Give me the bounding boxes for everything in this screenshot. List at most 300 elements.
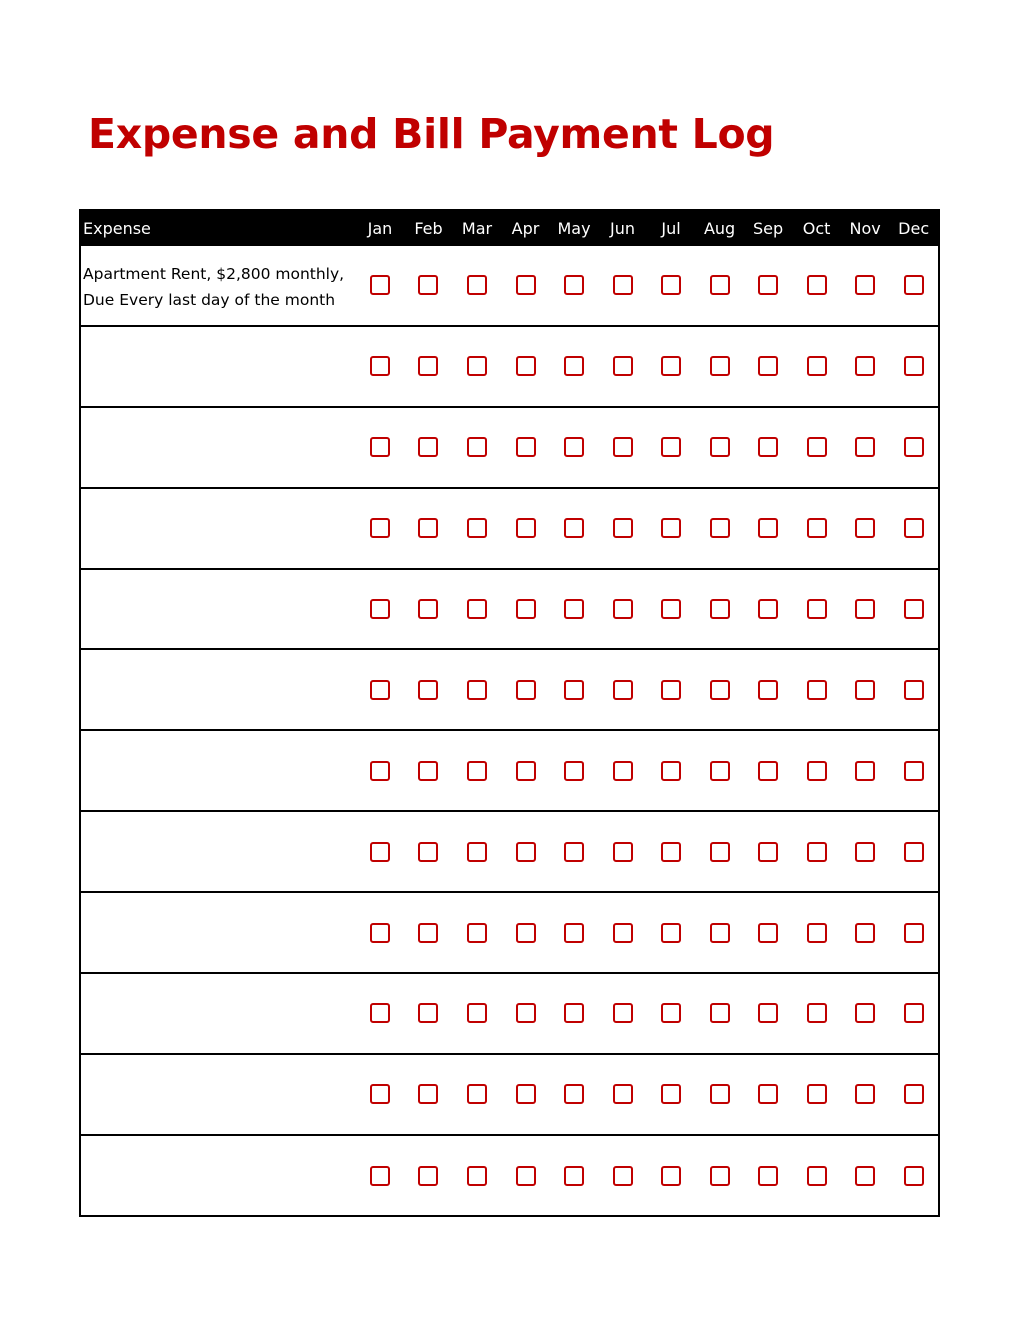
check-cell-may [550,761,599,781]
check-cell-oct [792,599,841,619]
check-cell-mar [453,275,502,295]
check-cell-apr [501,1003,550,1023]
check-cell-dec [889,1084,938,1104]
check-cell-oct [792,842,841,862]
check-cell-aug [695,680,744,700]
paid-checkbox-nov[interactable] [855,680,875,700]
paid-checkbox-jan[interactable] [370,275,390,295]
paid-checkbox-may[interactable] [564,356,584,376]
check-cell-oct [792,437,841,457]
month-header-nov: Nov [849,219,881,238]
paid-checkbox-may[interactable] [564,1166,584,1186]
check-cell-mar [453,437,502,457]
paid-checkbox-jan[interactable] [370,1084,390,1104]
expense-text-line: Due Every last day of the month [83,291,336,309]
check-cell-sep [744,1084,793,1104]
check-cell-nov [841,842,890,862]
check-cell-jun [598,1084,647,1104]
check-cell-oct [792,761,841,781]
paid-checkbox-aug[interactable] [710,761,730,781]
check-cell-feb [404,275,453,295]
check-cell-may [550,1084,599,1104]
check-cell-nov [841,356,890,376]
paid-checkbox-dec[interactable] [904,275,924,295]
paid-checkbox-oct[interactable] [807,356,827,376]
paid-checkbox-mar[interactable] [467,356,487,376]
check-cell-may [550,437,599,457]
check-cell-jun [598,1003,647,1023]
month-header-feb: Feb [414,219,443,238]
expense-cell[interactable] [81,570,356,585]
paid-checkbox-jul[interactable] [661,518,681,538]
check-cell-nov [841,518,890,538]
check-cell-nov [841,599,890,619]
check-cell-mar [453,1084,502,1104]
paid-checkbox-nov[interactable] [855,1003,875,1023]
check-cell-jan [356,761,405,781]
check-cell-apr [501,599,550,619]
check-cell-may [550,680,599,700]
check-cell-dec [889,761,938,781]
check-cell-jul [647,761,696,781]
table-body [81,246,938,1217]
paid-checkbox-may[interactable] [564,518,584,538]
paid-checkbox-sep[interactable] [758,923,778,943]
paid-checkbox-jun[interactable] [613,437,633,457]
paid-checkbox-mar[interactable] [467,437,487,457]
paid-checkbox-mar[interactable] [467,1003,487,1023]
check-cell-mar [453,1166,502,1186]
check-cell-apr [501,356,550,376]
check-cell-jul [647,1003,696,1023]
paid-checkbox-may[interactable] [564,842,584,862]
month-header-mar: Mar [461,219,493,238]
expense-column-header: Expense [83,219,151,238]
paid-checkbox-jan[interactable] [370,437,390,457]
paid-checkbox-nov[interactable] [855,761,875,781]
paid-checkbox-aug[interactable] [710,599,730,619]
table-row [81,974,938,1055]
paid-checkbox-jan[interactable] [370,761,390,781]
check-cell-oct [792,1084,841,1104]
paid-checkbox-jun[interactable] [613,1166,633,1186]
check-cell-feb [404,437,453,457]
check-cell-dec [889,842,938,862]
check-cell-apr [501,680,550,700]
paid-checkbox-mar[interactable] [467,518,487,538]
paid-checkbox-sep[interactable] [758,518,778,538]
paid-checkbox-jan[interactable] [370,1166,390,1186]
expense-cell[interactable] [81,731,356,746]
paid-checkbox-aug[interactable] [710,437,730,457]
check-cell-nov [841,1084,890,1104]
paid-checkbox-sep[interactable] [758,842,778,862]
paid-checkbox-oct[interactable] [807,923,827,943]
check-cell-sep [744,1166,793,1186]
check-cell-jul [647,518,696,538]
check-cell-sep [744,761,793,781]
paid-checkbox-feb[interactable] [418,437,438,457]
check-cell-may [550,599,599,619]
table-row [81,812,938,893]
check-cell-oct [792,680,841,700]
check-cell-mar [453,599,502,619]
paid-checkbox-feb[interactable] [418,599,438,619]
table-row [81,327,938,408]
paid-checkbox-apr[interactable] [516,923,536,943]
paid-checkbox-jan[interactable] [370,923,390,943]
check-cell-may [550,1166,599,1186]
check-cell-sep [744,599,793,619]
paid-checkbox-dec[interactable] [904,518,924,538]
paid-checkbox-apr[interactable] [516,1166,536,1186]
check-cell-jan [356,680,405,700]
check-cell-mar [453,923,502,943]
check-cell-apr [501,437,550,457]
paid-checkbox-apr[interactable] [516,437,536,457]
paid-checkbox-nov[interactable] [855,842,875,862]
check-cell-apr [501,275,550,295]
check-cell-jul [647,1084,696,1104]
paid-checkbox-may[interactable] [564,599,584,619]
paid-checkbox-aug[interactable] [710,1084,730,1104]
table-row [81,731,938,812]
check-cell-dec [889,1166,938,1186]
paid-checkbox-apr[interactable] [516,599,536,619]
paid-checkbox-jul[interactable] [661,1003,681,1023]
paid-checkbox-mar[interactable] [467,1166,487,1186]
paid-checkbox-aug[interactable] [710,923,730,943]
check-cell-aug [695,1084,744,1104]
check-cell-dec [889,356,938,376]
paid-checkbox-jun[interactable] [613,599,633,619]
check-cell-oct [792,275,841,295]
paid-checkbox-jul[interactable] [661,1084,681,1104]
paid-checkbox-jun[interactable] [613,1084,633,1104]
paid-checkbox-jun[interactable] [613,1003,633,1023]
check-cell-feb [404,599,453,619]
paid-checkbox-jun[interactable] [613,518,633,538]
paid-checkbox-aug[interactable] [710,1166,730,1186]
paid-checkbox-jul[interactable] [661,761,681,781]
paid-checkbox-mar[interactable] [467,599,487,619]
check-cell-feb [404,518,453,538]
paid-checkbox-oct[interactable] [807,761,827,781]
check-cell-jun [598,518,647,538]
check-cell-aug [695,356,744,376]
expense-cell[interactable] [81,489,356,504]
paid-checkbox-sep[interactable] [758,1166,778,1186]
check-cell-jun [598,1166,647,1186]
paid-checkbox-jan[interactable] [370,599,390,619]
paid-checkbox-dec[interactable] [904,1166,924,1186]
expense-cell[interactable] [81,650,356,665]
paid-checkbox-apr[interactable] [516,356,536,376]
check-cell-jul [647,680,696,700]
check-cell-may [550,1003,599,1023]
check-cell-may [550,518,599,538]
check-cell-apr [501,1166,550,1186]
paid-checkbox-jul[interactable] [661,923,681,943]
check-cell-oct [792,923,841,943]
check-cell-jul [647,1166,696,1186]
check-cell-aug [695,518,744,538]
paid-checkbox-oct[interactable] [807,842,827,862]
check-cell-aug [695,761,744,781]
paid-checkbox-nov[interactable] [855,356,875,376]
month-header-may: May [557,219,591,238]
check-cell-jul [647,356,696,376]
paid-checkbox-aug[interactable] [710,275,730,295]
paid-checkbox-nov[interactable] [855,518,875,538]
paid-checkbox-feb[interactable] [418,842,438,862]
check-cell-apr [501,518,550,538]
paid-checkbox-jun[interactable] [613,680,633,700]
paid-checkbox-sep[interactable] [758,761,778,781]
check-cell-jun [598,599,647,619]
check-cell-jan [356,1166,405,1186]
paid-checkbox-oct[interactable] [807,1084,827,1104]
check-cell-nov [841,1003,890,1023]
table-row [81,408,938,489]
paid-checkbox-mar[interactable] [467,275,487,295]
paid-checkbox-feb[interactable] [418,1003,438,1023]
paid-checkbox-may[interactable] [564,680,584,700]
expense-cell[interactable] [81,246,356,313]
paid-checkbox-jul[interactable] [661,356,681,376]
expense-cell[interactable] [81,812,356,827]
table-row [81,650,938,731]
expense-cell[interactable] [81,408,356,423]
paid-checkbox-aug[interactable] [710,842,730,862]
month-header-apr: Apr [511,219,540,238]
check-cell-may [550,842,599,862]
paid-checkbox-nov[interactable] [855,923,875,943]
check-cell-mar [453,1003,502,1023]
paid-checkbox-mar[interactable] [467,842,487,862]
paid-checkbox-mar[interactable] [467,680,487,700]
month-header-sep: Sep [753,219,784,238]
check-cell-nov [841,761,890,781]
paid-checkbox-feb[interactable] [418,1166,438,1186]
paid-checkbox-aug[interactable] [710,518,730,538]
paid-checkbox-jan[interactable] [370,518,390,538]
check-cell-dec [889,437,938,457]
paid-checkbox-feb[interactable] [418,923,438,943]
paid-checkbox-oct[interactable] [807,518,827,538]
check-cell-jan [356,842,405,862]
paid-checkbox-dec[interactable] [904,599,924,619]
paid-checkbox-dec[interactable] [904,1084,924,1104]
paid-checkbox-jul[interactable] [661,599,681,619]
expense-cell[interactable] [81,974,356,989]
paid-checkbox-aug[interactable] [710,1003,730,1023]
paid-checkbox-jun[interactable] [613,356,633,376]
paid-checkbox-dec[interactable] [904,923,924,943]
check-cell-jul [647,599,696,619]
month-header-jun: Jun [610,219,636,238]
check-cell-mar [453,842,502,862]
paid-checkbox-jul[interactable] [661,842,681,862]
check-cell-nov [841,1166,890,1186]
check-cell-sep [744,356,793,376]
page-title: Expense and Bill Payment Log [88,110,775,158]
check-cell-jan [356,1084,405,1104]
paid-checkbox-jun[interactable] [613,275,633,295]
check-cell-aug [695,1003,744,1023]
paid-checkbox-apr[interactable] [516,1003,536,1023]
check-cell-sep [744,518,793,538]
paid-checkbox-jul[interactable] [661,1166,681,1186]
table-header-row [79,209,940,246]
check-cell-jan [356,1003,405,1023]
paid-checkbox-jul[interactable] [661,275,681,295]
paid-checkbox-dec[interactable] [904,842,924,862]
paid-checkbox-sep[interactable] [758,437,778,457]
check-cell-jun [598,761,647,781]
check-cell-may [550,275,599,295]
paid-checkbox-apr[interactable] [516,275,536,295]
check-cell-feb [404,1084,453,1104]
expense-cell[interactable] [81,1136,356,1151]
check-cell-aug [695,1166,744,1186]
paid-checkbox-jan[interactable] [370,1003,390,1023]
check-cell-jun [598,842,647,862]
paid-checkbox-nov[interactable] [855,437,875,457]
paid-checkbox-mar[interactable] [467,1084,487,1104]
paid-checkbox-apr[interactable] [516,761,536,781]
paid-checkbox-dec[interactable] [904,761,924,781]
paid-checkbox-jan[interactable] [370,680,390,700]
paid-checkbox-oct[interactable] [807,275,827,295]
check-cell-jul [647,923,696,943]
paid-checkbox-oct[interactable] [807,1003,827,1023]
paid-checkbox-dec[interactable] [904,356,924,376]
check-cell-feb [404,842,453,862]
check-cell-jan [356,356,405,376]
paid-checkbox-apr[interactable] [516,518,536,538]
check-cell-apr [501,1084,550,1104]
paid-checkbox-aug[interactable] [710,680,730,700]
check-cell-aug [695,437,744,457]
paid-checkbox-may[interactable] [564,437,584,457]
check-cell-mar [453,518,502,538]
check-cell-jul [647,275,696,295]
paid-checkbox-may[interactable] [564,275,584,295]
table-row [81,1136,938,1217]
table-row [81,893,938,974]
paid-checkbox-nov[interactable] [855,1166,875,1186]
paid-checkbox-sep[interactable] [758,275,778,295]
paid-checkbox-jan[interactable] [370,356,390,376]
check-cell-sep [744,842,793,862]
paid-checkbox-feb[interactable] [418,680,438,700]
paid-checkbox-may[interactable] [564,1003,584,1023]
paid-checkbox-mar[interactable] [467,923,487,943]
paid-checkbox-sep[interactable] [758,1084,778,1104]
paid-checkbox-mar[interactable] [467,761,487,781]
paid-checkbox-aug[interactable] [710,356,730,376]
check-cell-feb [404,761,453,781]
month-header-dec: Dec [898,219,930,238]
paid-checkbox-may[interactable] [564,761,584,781]
check-cell-jun [598,680,647,700]
paid-checkbox-oct[interactable] [807,599,827,619]
paid-checkbox-apr[interactable] [516,680,536,700]
paid-checkbox-may[interactable] [564,923,584,943]
month-header-oct: Oct [802,219,831,238]
check-cell-may [550,356,599,376]
check-cell-nov [841,923,890,943]
paid-checkbox-nov[interactable] [855,1084,875,1104]
paid-checkbox-nov[interactable] [855,275,875,295]
check-cell-nov [841,275,890,295]
paid-checkbox-jan[interactable] [370,842,390,862]
check-cell-mar [453,356,502,376]
check-cell-jun [598,275,647,295]
check-cell-feb [404,356,453,376]
paid-checkbox-dec[interactable] [904,437,924,457]
check-cell-apr [501,923,550,943]
paid-checkbox-oct[interactable] [807,680,827,700]
paid-checkbox-feb[interactable] [418,518,438,538]
check-cell-feb [404,1003,453,1023]
paid-checkbox-dec[interactable] [904,680,924,700]
paid-checkbox-feb[interactable] [418,356,438,376]
check-cell-jun [598,923,647,943]
expense-cell[interactable] [81,327,356,342]
paid-checkbox-jun[interactable] [613,923,633,943]
expense-text-line: Apartment Rent, $2,800 monthly, [83,265,345,283]
paid-checkbox-feb[interactable] [418,1084,438,1104]
check-cell-jul [647,842,696,862]
paid-checkbox-sep[interactable] [758,599,778,619]
paid-checkbox-jul[interactable] [661,680,681,700]
paid-checkbox-oct[interactable] [807,1166,827,1186]
expense-cell[interactable] [81,893,356,908]
check-cell-may [550,923,599,943]
paid-checkbox-nov[interactable] [855,599,875,619]
check-cell-jan [356,437,405,457]
paid-checkbox-sep[interactable] [758,356,778,376]
check-cell-jan [356,518,405,538]
check-cell-dec [889,923,938,943]
paid-checkbox-apr[interactable] [516,1084,536,1104]
expense-cell[interactable] [81,1055,356,1070]
check-cell-jun [598,437,647,457]
check-cell-jan [356,923,405,943]
paid-checkbox-feb[interactable] [418,275,438,295]
check-cell-feb [404,680,453,700]
paid-checkbox-jun[interactable] [613,842,633,862]
check-cell-jul [647,437,696,457]
paid-checkbox-may[interactable] [564,1084,584,1104]
table-row [81,570,938,651]
paid-checkbox-oct[interactable] [807,437,827,457]
paid-checkbox-sep[interactable] [758,680,778,700]
paid-checkbox-dec[interactable] [904,1003,924,1023]
check-cell-aug [695,842,744,862]
check-cell-dec [889,1003,938,1023]
paid-checkbox-jun[interactable] [613,761,633,781]
month-header-jan: Jan [367,219,393,238]
check-cell-apr [501,761,550,781]
paid-checkbox-sep[interactable] [758,1003,778,1023]
paid-checkbox-jul[interactable] [661,437,681,457]
check-cell-aug [695,599,744,619]
paid-checkbox-feb[interactable] [418,761,438,781]
paid-checkbox-apr[interactable] [516,842,536,862]
